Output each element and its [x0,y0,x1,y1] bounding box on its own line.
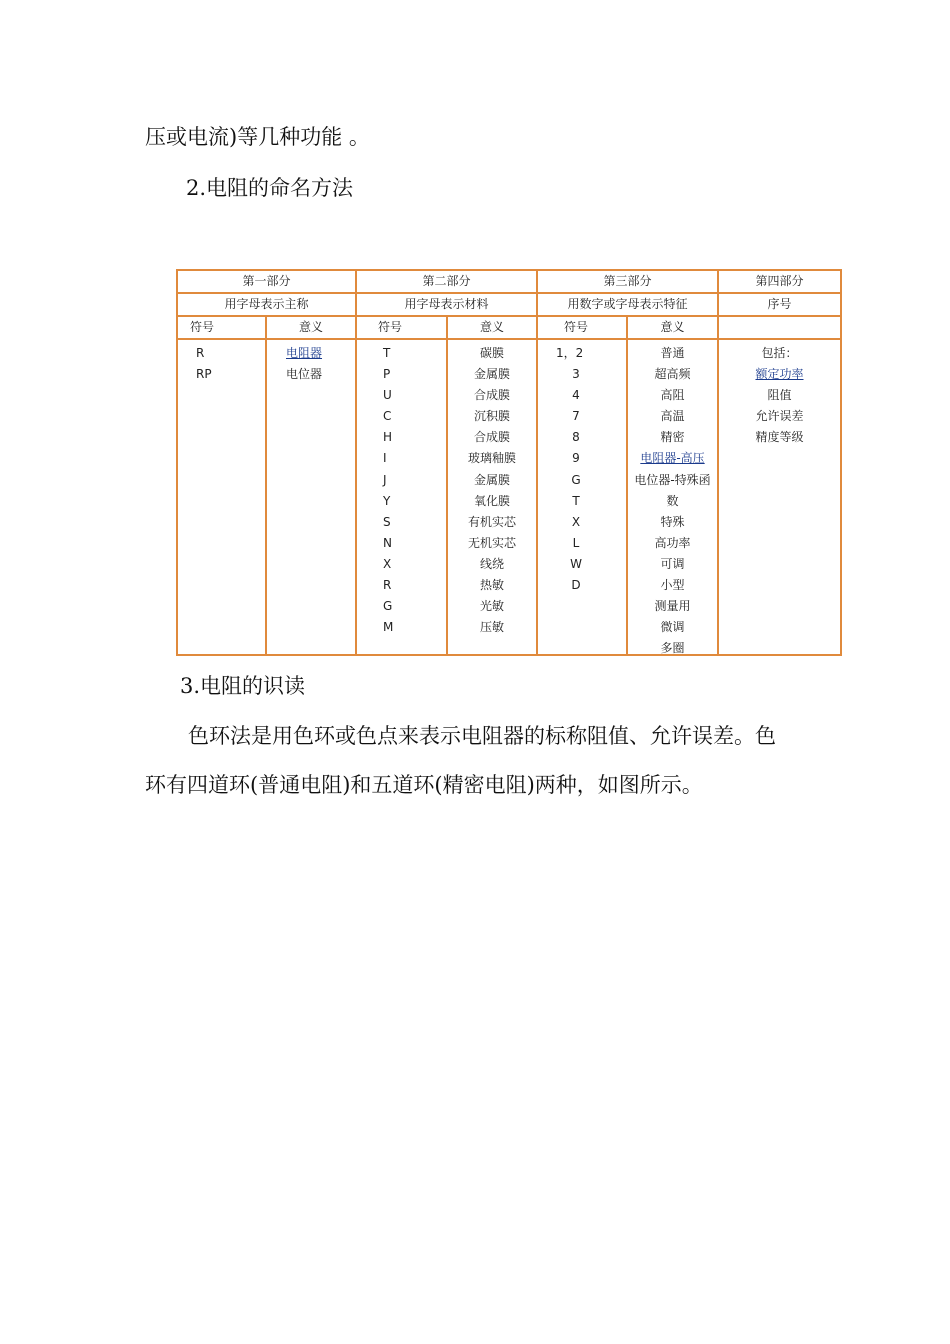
list-item: 高阻 [660,388,685,403]
header-part-2: 第二部分 [422,274,471,288]
table-divider [178,338,840,340]
column-part3-symbols [556,343,596,596]
list-item: W [570,556,582,571]
header-part-4: 第四部分 [755,274,804,288]
list-item: 精度等级 [755,430,804,445]
list-item: 小型 [660,578,685,593]
sub-header-symbol: 符号 [377,320,402,334]
paragraph-line-3: 环有四道环(普通电阻)和五道环(精密电阻)两种，如图所示。 [145,773,703,797]
sub-header-meaning: 意义 [298,320,323,334]
list-item: H [383,430,393,445]
list-item: 可调 [660,556,685,571]
header-desc-3: 用数字或字母表示特征 [567,297,688,311]
list-item: T [383,346,391,360]
header-part-3: 第三部分 [603,274,652,288]
list-item: 8 [572,430,580,445]
header-desc-4: 序号 [767,297,792,311]
table-divider [265,317,267,654]
sub-header-symbol: 符号 [189,320,214,334]
list-item: T [572,493,580,508]
list-item: 高温 [660,409,685,424]
column-part2-meanings [448,343,536,638]
list-item: 有机实芯 [467,514,516,529]
section-heading-naming: 2.电阻的命名方法 [186,176,354,200]
header-desc-1: 用字母表示主称 [224,297,309,311]
list-item: R [196,346,205,360]
list-item: 线绕 [479,556,504,571]
column-part2-symbols [383,343,393,638]
list-item: 压敏 [479,620,504,635]
list-item: C [383,409,392,424]
list-item: 氧化膜 [473,493,510,508]
list-item: 热敏 [479,578,504,593]
list-item: 1，2 [556,346,584,360]
list-item: 包括： [761,346,798,360]
list-item: 3 [572,367,580,382]
list-item: M [383,620,394,635]
list-item: 碳膜 [479,346,504,360]
list-item: G [571,472,581,487]
list-item: N [383,535,392,550]
paragraph-line-1: 压或电流)等几种功能 。 [145,125,370,149]
list-item: 金属膜 [473,472,510,487]
list-item: 高功率 [654,535,691,550]
list-item: G [383,599,393,614]
header-desc-2: 用字母表示材料 [404,297,489,311]
list-item: 数 [666,493,679,508]
list-item: 4 [572,388,580,403]
link-resistor[interactable]: 电阻器 [286,346,323,360]
list-item: Y [383,493,391,508]
list-item: 特殊 [660,514,685,529]
list-item: D [571,578,581,593]
column-part4-content [719,343,840,448]
list-item: 超高频 [654,367,691,382]
list-item: 沉积膜 [473,409,510,424]
sub-header-meaning: 意义 [479,320,504,334]
list-item: 9 [572,451,580,466]
list-item: 测量用 [654,599,691,614]
column-part3-meanings [628,343,717,659]
list-item: 电位器-特殊函 [634,472,711,487]
link-resistor-high-voltage[interactable]: 电阻器-高压 [640,451,705,466]
list-item: 无机实芯 [467,535,516,550]
sub-header-symbol: 符号 [563,320,588,334]
sub-header-meaning: 意义 [660,320,685,334]
resistor-naming-table [176,269,842,656]
list-item: 精密 [660,430,685,445]
list-item: 普通 [660,346,685,360]
list-item: 光敏 [479,599,504,614]
list-item: X [383,556,392,571]
paragraph-line-2: 色环法是用色环或色点来表示电阻器的标称阻值、允许误差。色 [188,724,776,748]
list-item: X [571,514,581,529]
list-item: 阻值 [767,388,792,403]
list-item: L [572,535,580,550]
list-item: RP [196,367,212,382]
column-part1-meanings [286,343,322,385]
list-item: R [383,578,392,593]
link-rated-power[interactable]: 额定功率 [755,367,804,382]
list-item: 微调 [660,620,685,635]
table-divider [717,271,719,654]
list-item: 合成膜 [473,430,510,445]
list-item: 电位器 [286,367,323,382]
list-item: I [383,451,387,466]
list-item: 玻璃釉膜 [467,451,516,466]
list-item: 允许误差 [755,409,804,424]
column-part1-symbols [196,343,212,385]
list-item: U [383,388,392,403]
list-item: 多圈 [660,641,685,656]
section-heading-reading: 3.电阻的识读 [180,674,306,698]
list-item: S [383,514,391,529]
list-item: 7 [572,409,580,424]
list-item: 合成膜 [473,388,510,403]
header-part-1: 第一部分 [242,274,291,288]
list-item: P [383,367,391,382]
list-item: 金属膜 [473,367,510,382]
list-item: J [383,472,387,487]
